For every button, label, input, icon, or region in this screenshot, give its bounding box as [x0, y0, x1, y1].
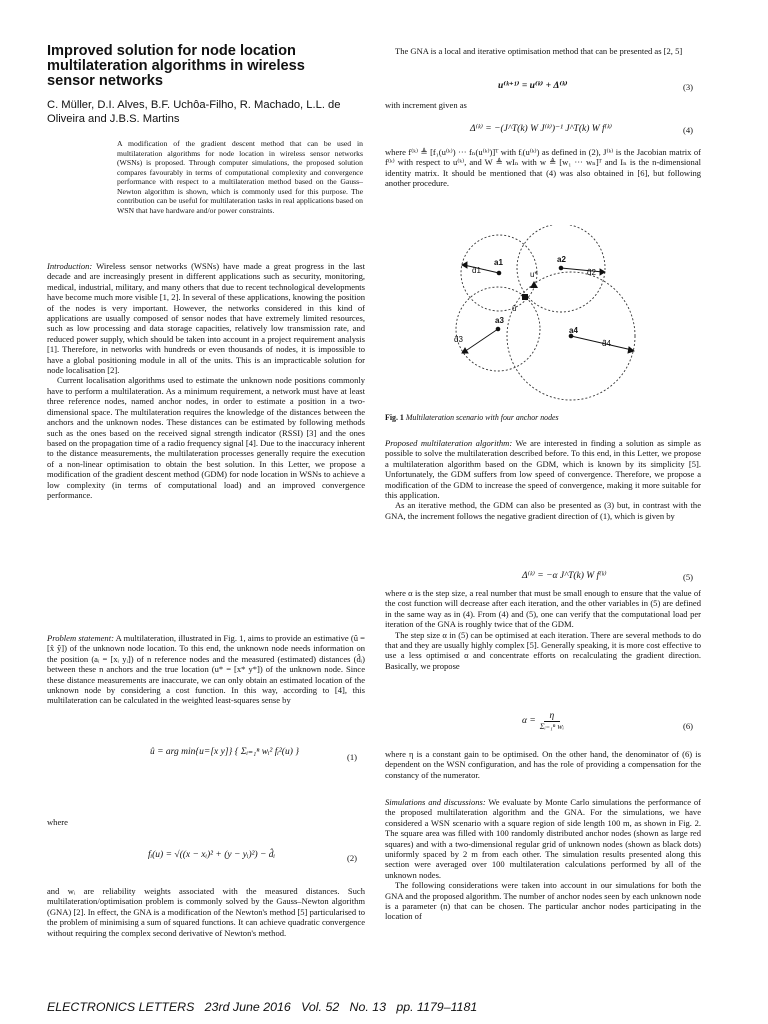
- equation-2: fᵢ(u) = √((x − xᵢ)² + (y − yᵢ)²) − d̂ᵢ: [148, 850, 276, 860]
- a4-label: a4: [569, 326, 578, 335]
- step-size-paragraph: The step size α in (5) can be optimised at each iteration. There are several methods to do that and they are usually highly complex [5]. Generally speaking, it is more cost effective to use a less optimised α and concentrate efforts on recalculating the gradient direction. Basically, we propose: [385, 629, 701, 671]
- introduction-section: [47, 261, 365, 500]
- simulations-paragraph-2: The following considerations were taken into account in our simulations for both the GNA and the proposed algorithm. The number of anchor nodes seen by each unknown node is a parameter (n) that can be chosen. The particular anchor nodes participating in the location of: [385, 880, 701, 922]
- simulations-paragraph-1: We evaluate by Monte Carlo simulations the performance of the proposed multilateration algorithm and the GNA. For the simulations, we have considered a WSN scenario with a square region of side length 100 m, as shown in Fig. 2. The square area was filled with 100 randomly distributed anchor nodes (shown as large red squares) and with a two-dimensional regular grid of unknown nodes (shown as black dots) uniformly spaced by 2 m from each other. The simulation results presented along this section were averaged over 100 multilateration calculations performed by all of the unknown nodes.: [385, 797, 701, 880]
- simulations-heading: Simulations and discussions:: [385, 797, 486, 807]
- d1-label: d̂1: [472, 266, 481, 275]
- simulations-section: [385, 797, 701, 922]
- equation-3-number: (3): [683, 82, 694, 92]
- u-hat-label: û: [512, 304, 517, 313]
- equation-1-number: (1): [347, 752, 358, 762]
- equation-6-number: (6): [683, 721, 694, 731]
- d2-label: d̂2: [587, 268, 596, 277]
- a2-label: a2: [557, 255, 566, 264]
- d4-label: d̂4: [602, 339, 611, 348]
- paragraph-after-eq5: where α is the step size, a real number that must be small enough to ensure that the value of the cost function will decrease after each iteration, and the other variables in (5) are defined in the same way as in (4). From (4) and (5), one can verify that the computational load per iteration of the GNA is roughly twice that of the GDM.: [385, 588, 701, 630]
- paragraph-after-eq4: where f⁽ᵏ⁾ ≜ [f₁(u⁽ᵏ⁾) ··· fₙ(u⁽ᵏ⁾)]ᵀ with fᵢ(u⁽ᵏ⁾) as defined in (2), J⁽ᵏ⁾ is the Jacobian matrix of f⁽ᵏ⁾ with respect to u⁽ᵏ⁾, and W ≜ wIₙ with w ≜ [w₁ ··· wₙ]ᵀ and Iₙ is the n-dimensional identity matrix. It should be mentioned that (4) was also obtained in [6], but following another procedure.: [385, 147, 701, 189]
- problem-section: [47, 633, 365, 706]
- abstract: A modification of the gradient descent method that can be used in multilateration algorithms for node location in wireless sensor networks (WSNs) is proposed. Through computer simulations, the proposed solution compares favourably in terms of computational complexity and convergence performance with respect to a multilateration method based on the Gauss–Newton algorithm is shown, which is commonly used for this purpose. The contribution can be useful for multilateration tasks in real applications based on WSN that have hardware and/or power constraints.: [117, 139, 363, 215]
- proposed-paragraph-1: We are interested in finding a solution as simple as possible to solve the multilateration described before. To this end, in this Letter, we propose a multilateration algorithm based on the GDM, which is known by its simplicity [5]. Unfortunately, the GDM suffers from low speed of convergence. Therefore, we propose a modification of the GDM to increase the speed of convergence, making it more suitable for this application.: [385, 438, 701, 501]
- author-list: C. Müller, D.I. Alves, B.F. Uchôa-Filho, R. Machado, L.L. de Oliveira and J.B.S. Martins: [47, 99, 341, 125]
- estimated-location-marker: [522, 294, 528, 300]
- intro-paragraph-1: Wireless sensor networks (WSNs) have made a great progress in the last decade and are increasingly present in different applications such as security, monitoring, medical, industrial, military, and many others that due to recent technological developments have become much more visible [1, 2]. In several of these applications, knowing the position of the nodes is very important. However, the networks considered in this kind of applications are usually composed of sensor nodes that have extremely limited resources, such as low processing and data storage capacities, relatively low transmission rate, and reduced power supply, which should be taken into account in a project requirement analysis [1]. Therefore, in networks with hundreds or even thousands of nodes, it is impossible to have a global positioning module in all of the units. This is an impracticable solution for node localisation [2].: [47, 261, 365, 376]
- multilateration-figure: [440, 225, 650, 410]
- paper-title: Improved solution for node location multilateration algorithms in wireless sensor networks: [47, 43, 305, 89]
- a3-label: a3: [495, 316, 504, 325]
- intro-heading: Introduction:: [47, 261, 93, 271]
- intro-paragraph-2: Current localisation algorithms used to estimate the unknown node positions commonly have to perform a multilateration. As a minimum requirement, a network must have at least three reference nodes, named anchor nodes, in order to estimate a position in a two-dimensional space. The multilateration requires the knowledge of the distances between the anchors and the unknown nodes. These distances can be estimated by following methods such as the ones based on the received signal strength indicator (RSSI) [3] and the ones based on the propagation time of a radio frequency signal [4]. Due to the inaccuracy inherent to the distance measurements, the multilateration processes generally require the execution of a non-linear optimisation to obtain the best solution. In this Letter, we propose a modification of the gradient descent method (GDM) for node location in WSNs to achieve a low complexity (in terms of computational load) and an improved convergence performance.: [47, 375, 366, 500]
- equation-4: Δ⁽ᵏ⁾ = −(J^T(k) W J⁽ᵏ⁾)⁻¹ J^T(k) W f⁽ᵏ⁾: [470, 124, 613, 134]
- gna-intro: The GNA is a local and iterative optimisation method that can be presented as [2, 5]: [395, 46, 683, 56]
- equation-5: Δ⁽ᵏ⁾ = −α J^T(k) W f⁽ᵏ⁾: [522, 571, 607, 581]
- equation-6-lhs: α =: [522, 716, 536, 726]
- problem-paragraph: A multilateration, illustrated in Fig. 1, aims to provide an estimative (û = [x̂ ŷ]) of the unknown node location. To this end, the unknown node needs information on the position (aᵢ = [xᵢ yᵢ]) of n reference nodes and the measured (estimated) distances (d̂ᵢ) between these n anchors and the true location (u* = [x* y*]) of the unknown node. Since these distance measurements are inaccurate, we can only obtain an estimated location of the unknown node by considering a cost function. In this way, according to [4], this multilateration can be calculated in the weighted least-squares sense by: [47, 633, 365, 706]
- equation-4-number: (4): [683, 125, 694, 135]
- paragraph-after-eq6: where η is a constant gain to be optimised. On the other hand, the denominator of (6) is dependent on the WSN configuration, and has the role of providing a compensation for the constancy of the numerator.: [385, 749, 701, 780]
- equation-6: [522, 711, 564, 731]
- increment-label: with increment given as: [385, 100, 467, 110]
- proposed-paragraph-2: As an iterative method, the GDM can also be presented as (3) but, in contrast with the GNA, the increment follows the negative gradient direction of (1), which is given by: [385, 500, 701, 521]
- equation-5-number: (5): [683, 572, 694, 582]
- journal-footer: ELECTRONICS LETTERS 23rd June 2016 Vol. 52 No. 13 pp. 1179–1181: [47, 1000, 478, 1014]
- caption-label: Fig. 1: [385, 413, 404, 422]
- equation-6-numerator: η: [544, 711, 561, 722]
- caption-text: Multilateration scenario with four anchor nodes: [405, 413, 559, 422]
- d3-label: d̂3: [454, 335, 463, 344]
- paragraph-after-eq2: and wᵢ are reliability weights associated with the measured distances. Such multilateration/optimisation problem is commonly solved by the Gauss–Newton algorithm (GNA) [2]. In effect, the GNA is a modification of the Newton's method [5] particularised to the problem of minimising a sum of squared functions. It can achieve quadratic convergence without requiring the complex second derivative of Newton's method.: [47, 886, 365, 938]
- problem-heading: Problem statement:: [47, 633, 114, 643]
- where-label: where: [47, 817, 68, 827]
- equation-3: u⁽ᵏ⁺¹⁾ = u⁽ᵏ⁾ + Δ⁽ᵏ⁾: [498, 81, 568, 91]
- proposed-section: [385, 438, 701, 521]
- equation-6-denominator: Σᵢ₌₁ⁿ wᵢ: [539, 722, 564, 731]
- u-star-label: u*: [530, 270, 538, 279]
- equation-2-number: (2): [347, 853, 358, 863]
- figure-caption: [385, 413, 559, 422]
- a1-label: a1: [494, 258, 503, 267]
- proposed-heading: Proposed multilateration algorithm:: [385, 438, 513, 448]
- equation-1: û = arg min{u=[x y]} { Σᵢ₌₁ⁿ wᵢ² fᵢ²(u) }: [150, 747, 300, 757]
